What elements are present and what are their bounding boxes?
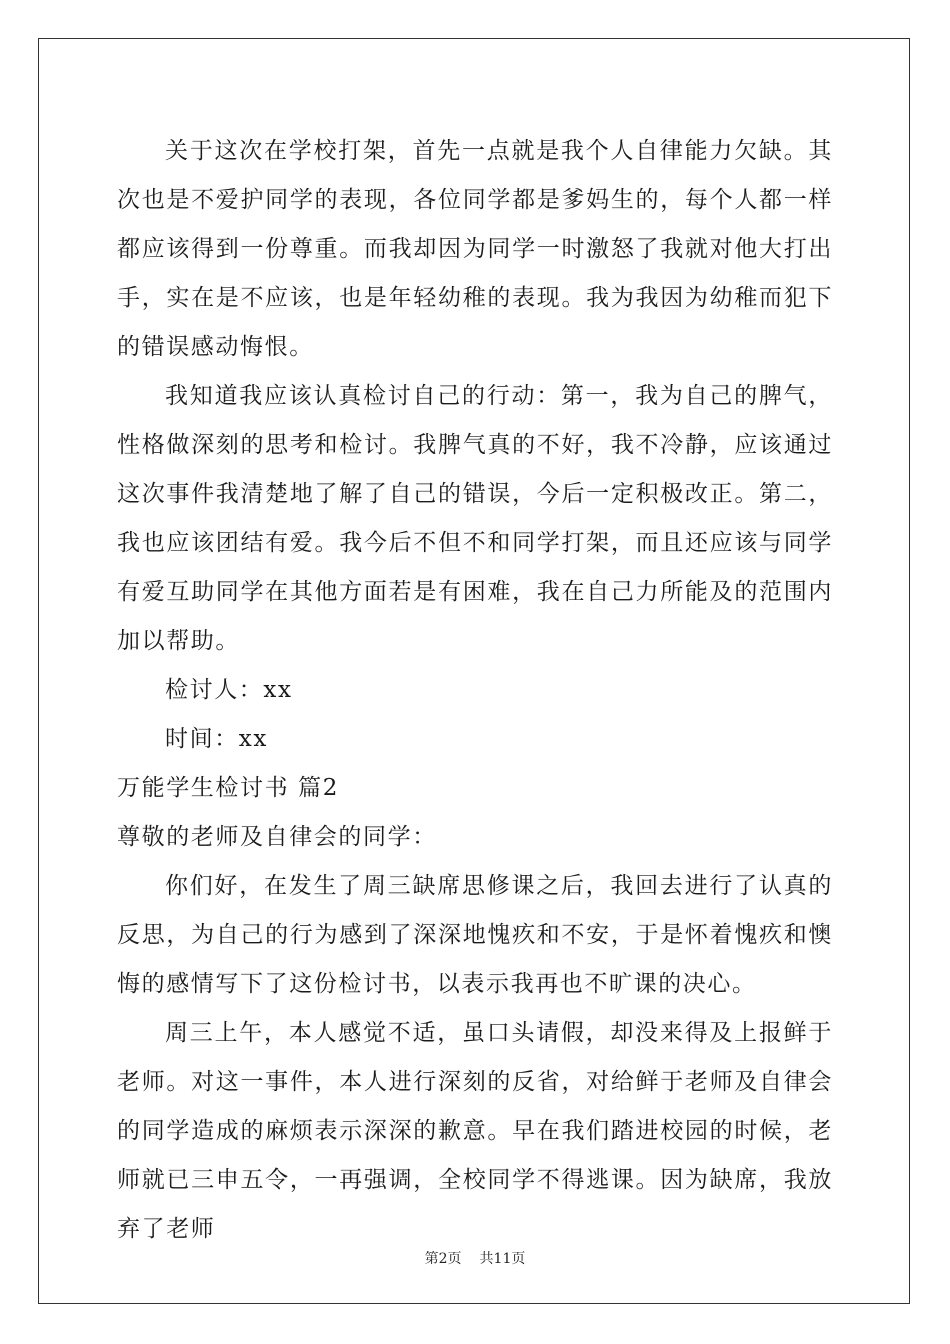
date-line: 时间：xx — [165, 726, 268, 752]
page-number: 第2页 — [424, 1251, 462, 1267]
paragraph-absence: 周三上午，本人感觉不适，虽口头请假，却没来得及上报鲜于老师。对这一事件，本人进行深刻的反省，对给鲜于老师及自律会的同学造成的麻烦表示深深的歉意。早在我们踏进校园的时候，老师就已三申五令，一再强调，全校同学不得逃课。因为缺席，我放弃了老师 — [117, 1020, 833, 1242]
section-heading: 万能学生检讨书 篇2 — [117, 775, 339, 801]
salutation: 尊敬的老师及自律会的同学： — [117, 824, 437, 850]
page-footer — [0, 1248, 950, 1268]
paragraph-fight-reflection: 关于这次在学校打架，首先一点就是我个人自律能力欠缺。其次也是不爱护同学的表现，各位同学都是爹妈生的，每个人都一样都应该得到一份尊重。而我却因为同学一时激怒了我就对他大打出手，实在是不应该，也是年轻幼稚的表现。我为我因为幼稚而犯下的错误感动悔恨。 — [117, 138, 833, 360]
paragraph-greeting: 你们好，在发生了周三缺席思修课之后，我回去进行了认真的反思，为自己的行为感到了深深地愧疚和不安，于是怀着愧疚和懊悔的感情写下了这份检讨书，以表示我再也不旷课的决心。 — [117, 873, 833, 997]
page-total: 共11页 — [479, 1251, 526, 1267]
paragraph-self-criticism: 我知道我应该认真检讨自己的行动：第一，我为自己的脾气，性格做深刻的思考和检讨。我脾气真的不好，我不冷静，应该通过这次事件我清楚地了解了自己的错误，今后一定积极改正。第二，我也应该团结有爱。我今后不但不和同学打架，而且还应该与同学有爱互助同学在其他方面若是有困难，我在自己力所能及的范围内加以帮助。 — [117, 383, 833, 654]
document-body — [117, 127, 833, 1254]
signature-line: 检讨人：xx — [165, 677, 293, 703]
